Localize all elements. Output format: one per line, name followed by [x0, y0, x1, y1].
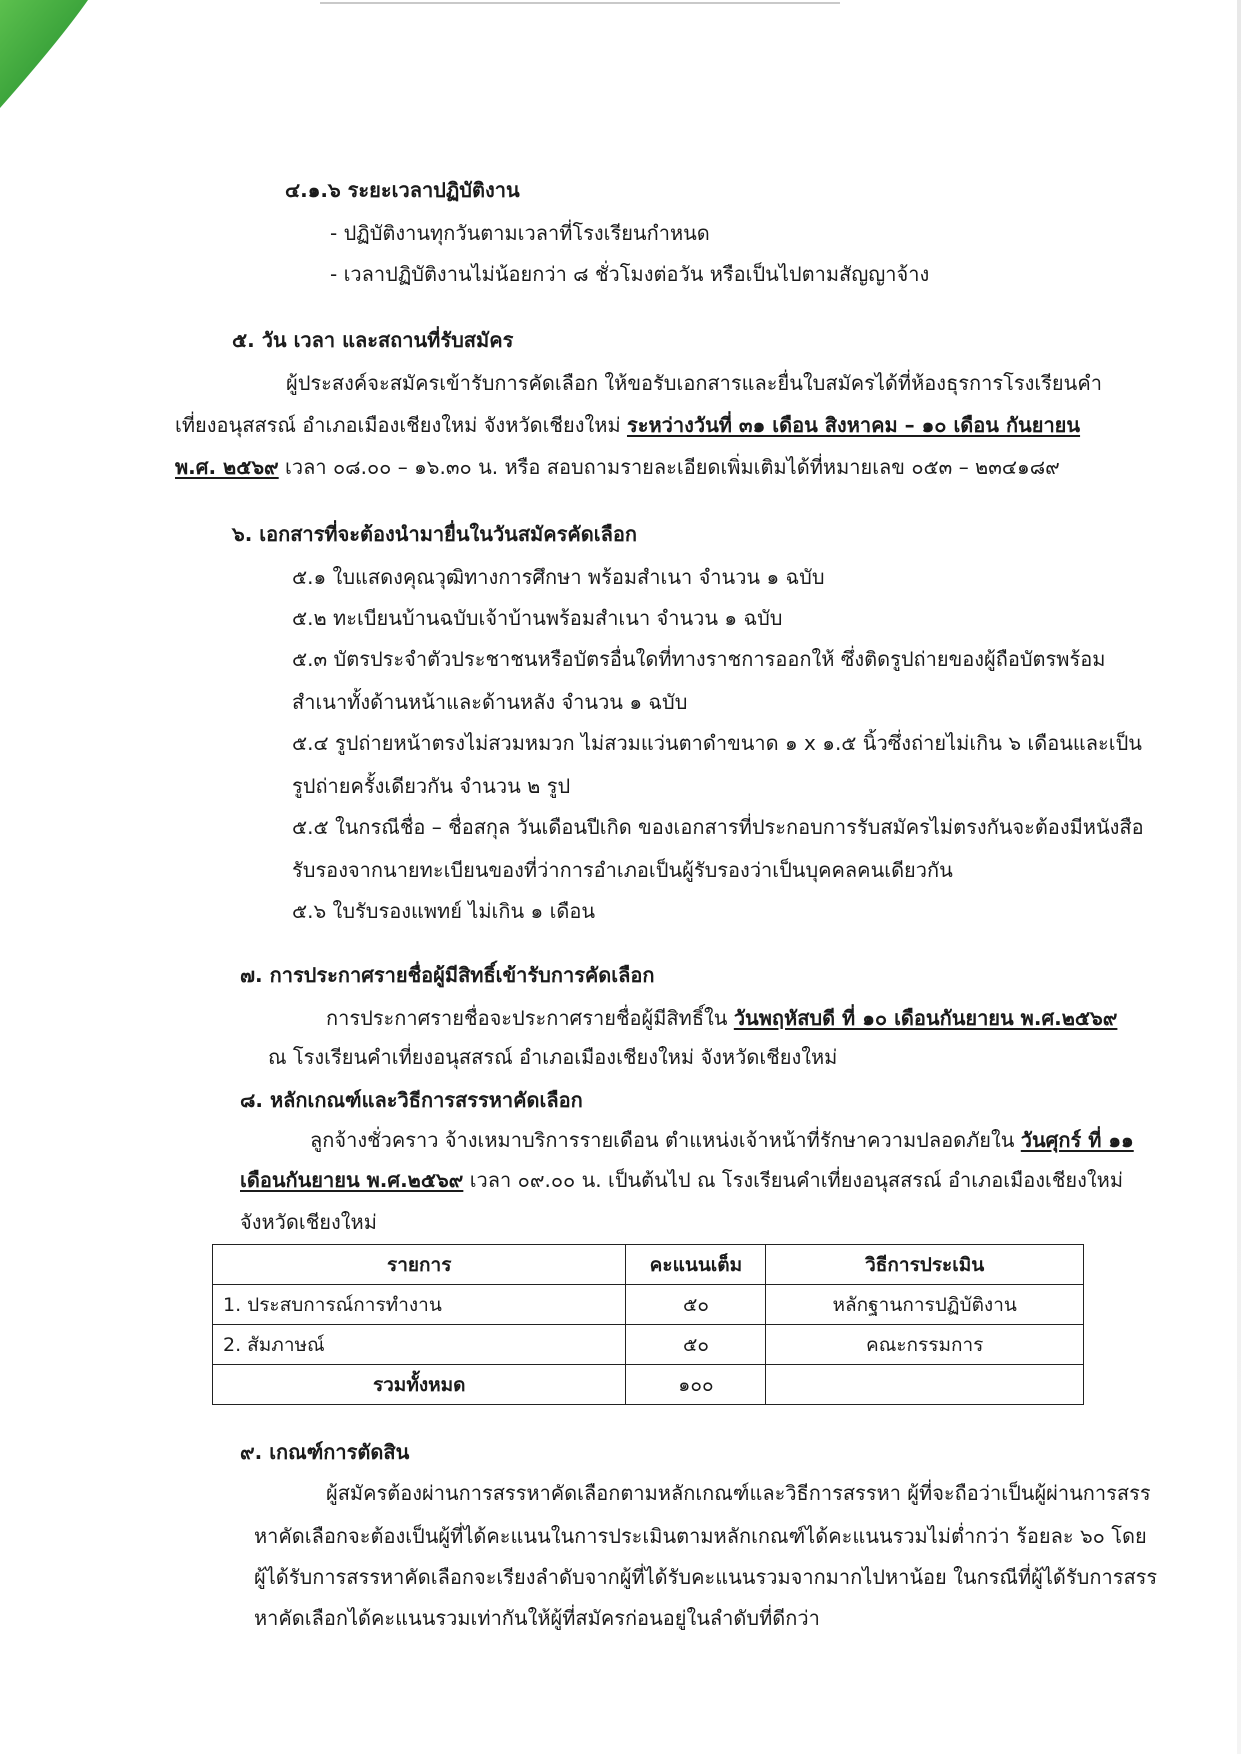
paragraph-line: ณ โรงเรียนคำเที่ยงอนุสสรณ์ อำเภอเมืองเชียงใหม่ จังหวัดเชียงใหม่	[268, 1045, 838, 1069]
bullet-line: - เวลาปฏิบัติงานไม่น้อยกว่า ๘ ชั่วโมงต่อวัน หรือเป็นไปตามสัญญาจ้าง	[330, 262, 930, 286]
document-item-cont: สำเนาทั้งด้านหน้าและด้านหลัง จำนวน ๑ ฉบับ	[292, 690, 688, 714]
scan-top-line	[320, 2, 840, 4]
section-heading-7: ๗. การประกาศรายชื่อผู้มีสิทธิ์เข้ารับการคัดเลือก	[240, 963, 655, 987]
application-year: พ.ศ. ๒๕๖๙	[175, 455, 279, 479]
paragraph-line	[310, 1126, 1134, 1154]
document-item-cont: รับรองจากนายทะเบียนของที่ว่าการอำเภอเป็นผู้รับรองว่าเป็นบุคคลคนเดียวกัน	[292, 858, 953, 882]
paragraph-line: หาคัดเลือกจะต้องเป็นผู้ที่ได้คะแนนในการประเมินตามหลักเกณฑ์ได้คะแนนรวมไม่ต่ำกว่า ร้อยละ ๖๐ โดย	[254, 1524, 1147, 1548]
paragraph-line: ผู้ได้รับการสรรหาคัดเลือกจะเรียงลำดับจากผู้ที่ได้รับคะแนนรวมจากมากไปหาน้อย ในกรณีที่ผู้ได้รับการสรร	[254, 1565, 1158, 1589]
application-period: ระหว่างวันที่ ๓๑ เดือน สิงหาคม – ๑๐ เดือน กันยายน	[626, 413, 1081, 437]
column-header: รายการ	[213, 1245, 626, 1285]
column-header: วิธีการประเมิน	[766, 1245, 1084, 1285]
document-item-cont: รูปถ่ายครั้งเดียวกัน จำนวน ๒ รูป	[292, 774, 571, 798]
table-cell: 1. ประสบการณ์การทำงาน	[213, 1285, 626, 1325]
total-value: ๑๐๐	[626, 1365, 766, 1405]
section-heading-5: ๕. วัน เวลา และสถานที่รับสมัคร	[232, 328, 514, 352]
paragraph-line: ผู้ประสงค์จะสมัครเข้ารับการคัดเลือก ให้ขอรับเอกสารและยื่นใบสมัครได้ที่ห้องธุรการโรงเรียนคำ	[286, 371, 1102, 395]
paragraph-line: หาคัดเลือกได้คะแนนรวมเท่ากันให้ผู้ที่สมัครก่อนอยู่ในลำดับที่ดีกว่า	[254, 1606, 820, 1630]
paragraph-line: จังหวัดเชียงใหม่	[240, 1210, 377, 1234]
selection-month-year: เดือนกันยายน พ.ศ.๒๕๖๙	[240, 1168, 464, 1192]
table-total-row	[213, 1365, 1084, 1405]
section-heading-8: ๘. หลักเกณฑ์และวิธีการสรรหาคัดเลือก	[240, 1088, 583, 1112]
paragraph-line	[175, 411, 1080, 439]
section-heading-9: ๙. เกณฑ์การตัดสิน	[240, 1440, 410, 1464]
document-item: ๕.๒ ทะเบียนบ้านฉบับเจ้าบ้านพร้อมสำเนา จำนวน ๑ ฉบับ	[292, 606, 783, 630]
paragraph-text: ลูกจ้างชั่วคราว จ้างเหมาบริการรายเดือน ตำแหน่งเจ้าหน้าที่รักษาความปลอดภัยใน	[310, 1128, 1021, 1152]
selection-date: วันศุกร์ ที่ ๑๑	[1020, 1128, 1134, 1152]
column-header: คะแนนเต็ม	[626, 1245, 766, 1285]
paragraph-line	[240, 1166, 1123, 1194]
announcement-date: วันพฤหัสบดี ที่ ๑๐ เดือนกันยายน พ.ศ.๒๕๖๙	[733, 1006, 1118, 1030]
section-heading-4-1-6: ๔.๑.๖ ระยะเวลาปฏิบัติงาน	[285, 178, 520, 202]
document-item: ๕.๖ ใบรับรองแพทย์ ไม่เกิน ๑ เดือน	[292, 899, 596, 923]
corner-leaf-graphic	[0, 0, 110, 110]
paragraph-text: การประกาศรายชื่อจะประกาศรายชื่อผู้มีสิทธิ์ใน	[326, 1006, 734, 1030]
table-cell: ๕๐	[626, 1285, 766, 1325]
document-item: ๕.๓ บัตรประจำตัวประชาชนหรือบัตรอื่นใดที่ทางราชการออกให้ ซึ่งติดรูปถ่ายของผู้ถือบัตรพร้อม	[292, 647, 1106, 671]
score-table	[212, 1244, 1084, 1405]
table-cell: หลักฐานการปฏิบัติงาน	[766, 1285, 1084, 1325]
table-row	[213, 1325, 1084, 1365]
table-cell: 2. สัมภาษณ์	[213, 1325, 626, 1365]
table-row	[213, 1285, 1084, 1325]
paragraph-text: เวลา ๐๘.๐๐ – ๑๖.๓๐ น. หรือ สอบถามรายละเอียดเพิ่มเติมได้ที่หมายเลข ๐๕๓ – ๒๓๔๑๘๙	[278, 455, 1060, 479]
table-cell	[766, 1365, 1084, 1405]
section-heading-6: ๖. เอกสารที่จะต้องนำมายื่นในวันสมัครคัดเลือก	[232, 522, 637, 546]
paragraph-line	[175, 453, 1060, 481]
document-item: ๕.๔ รูปถ่ายหน้าตรงไม่สวมหมวก ไม่สวมแว่นตาดำขนาด ๑ x ๑.๕ นิ้วซึ่งถ่ายไม่เกิน ๖ เดือนและเป็น	[292, 731, 1142, 755]
paragraph-text: เวลา ๐๙.๐๐ น. เป็นต้นไป ณ โรงเรียนคำเที่ยงอนุสสรณ์ อำเภอเมืองเชียงใหม่	[463, 1168, 1124, 1192]
bullet-line: - ปฏิบัติงานทุกวันตามเวลาที่โรงเรียนกำหนด	[330, 221, 710, 245]
table-header-row	[213, 1245, 1084, 1285]
paragraph-text: เที่ยงอนุสสรณ์ อำเภอเมืองเชียงใหม่ จังหวัดเชียงใหม่	[175, 413, 627, 437]
scan-right-edge	[1237, 0, 1241, 1754]
document-item: ๕.๑ ใบแสดงคุณวุฒิทางการศึกษา พร้อมสำเนา จำนวน ๑ ฉบับ	[292, 565, 825, 589]
document-item: ๕.๕ ในกรณีชื่อ – ชื่อสกุล วันเดือนปีเกิด ของเอกสารที่ประกอบการรับสมัครไม่ตรงกันจะต้องมีหนังสือ	[292, 815, 1144, 839]
paragraph-line	[326, 1004, 1117, 1032]
table-cell: คณะกรรมการ	[766, 1325, 1084, 1365]
total-label: รวมทั้งหมด	[213, 1365, 626, 1405]
paragraph-line: ผู้สมัครต้องผ่านการสรรหาคัดเลือกตามหลักเกณฑ์และวิธีการสรรหา ผู้ที่จะถือว่าเป็นผู้ผ่านการสรร	[326, 1481, 1151, 1505]
table-cell: ๕๐	[626, 1325, 766, 1365]
